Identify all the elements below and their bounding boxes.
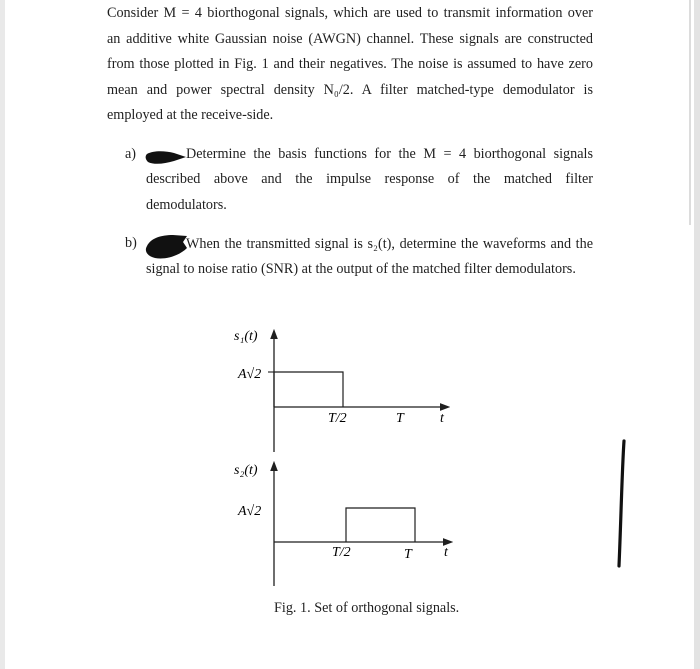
figure-caption: Fig. 1. Set of orthogonal signals. <box>274 600 460 616</box>
part-a-line: Determine the basis functions for the M = 4 biorthogonal signals <box>186 146 593 162</box>
part-a-line: demodulators. <box>146 196 227 213</box>
plot-s2-tick-half: T/2 <box>332 545 351 560</box>
plot-s1-xlabel: t <box>440 411 444 426</box>
intro-line: Consider M = 4 biorthogonal signals, which are used to transmit information over <box>107 5 593 21</box>
plot-s2-pulse <box>346 508 415 542</box>
intro-line: mean and power spectral density N₀/2. A filter matched-type demodulator is <box>107 81 593 98</box>
plot-s2-ylabel: s₂(t) <box>234 463 258 478</box>
handwritten-vertical-mark <box>619 441 624 566</box>
plot-s1-tick-half: T/2 <box>328 411 347 426</box>
intro-line: employed at the receive-side. <box>107 107 274 123</box>
plot-s2-amplitude: A√2 <box>238 504 262 519</box>
intro-line: an additive white Gaussian noise (AWGN) channel. These signals are constructed <box>107 30 593 47</box>
intro-line: from those plotted in Fig. 1 and their negatives. The noise is assumed to have zero <box>107 56 593 72</box>
plot-s2-tick-full: T <box>404 547 412 562</box>
plot-s1-pulse <box>274 372 343 407</box>
plot-s1-tick-full: T <box>396 411 404 426</box>
part-b-line: signal to noise ratio (SNR) at the output of the matched filter demodulators. <box>146 261 576 277</box>
plot-s1-ylabel: s₁(t) <box>234 329 258 344</box>
plot-s1-amplitude: A√2 <box>238 367 262 382</box>
part-a-label: a) <box>125 146 137 162</box>
plot-s2 <box>234 463 449 586</box>
part-b-line: When the transmitted signal is s₂(t), determine the waveforms and the <box>186 236 593 252</box>
plot-s1 <box>234 329 445 452</box>
part-b-label: b) <box>125 235 137 251</box>
part-a-line: described above and the impulse response of the matched filter <box>146 171 593 187</box>
plot-s2-xlabel: t <box>444 545 448 560</box>
